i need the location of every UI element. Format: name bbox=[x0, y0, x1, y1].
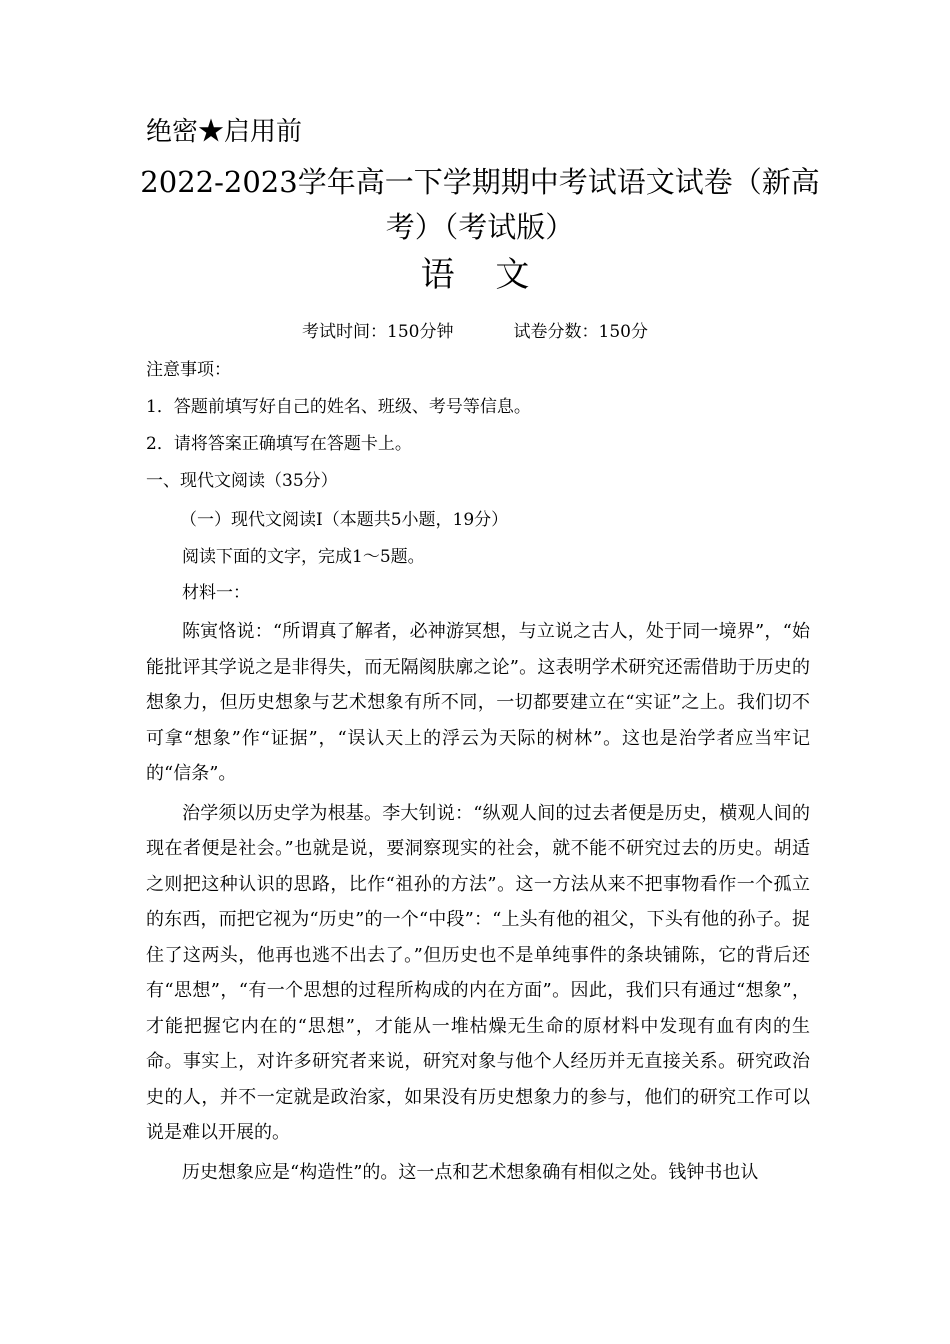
secret-label: 绝密★启用前 bbox=[146, 117, 303, 147]
section-heading: 一、现代文阅读（35分） bbox=[146, 471, 338, 491]
subject-heading: 语文 bbox=[420, 255, 571, 295]
exam-score: 试卷分数：150分 bbox=[513, 322, 648, 342]
reading-passage bbox=[146, 614, 810, 1194]
passage-paragraph: 治学须以历史学为根基。李大钊说：“纵观人间的过去者便是历史，横观人间的现在者便是社会。”也就是说，要洞察现实的社会，就不能不研究过去的历史。胡适之则把这种认识的思路，比作“祖孙的方法”。这一方法从来不把事物看作一个孤立的东西，而把它视为“历史”的一个“中段”：“上头有他的祖父，下头有他的孙子。捉住了这两头，他再也逃不出去了。”但历史也不是单纯事件的条块铺陈，它的背后还有“思想”，“有一个思想的过程所构成的内在方面”。因此，我们只有通过“想象”，才能把握它内在的“思想”，才能从一堆枯燥无生命的原材料中发现有血有肉的生命。事实上，对许多研究者来说，研究对象与他个人经历并无直接关系。研究政治史的人，并不一定就是政治家，如果没有历史想象力的参与，他们的研究工作可以说是难以开展的。 bbox=[146, 802, 810, 1143]
passage-paragraph: 陈寅恪说：“所谓真了解者，必神游冥想，与立说之古人，处于同一境界”，“始能批评其学说之是非得失，而无隔阂肤廓之论”。这表明学术研究还需借助于历史的想象力，但历史想象与艺术想象有所不同，一切都要建立在“实证”之上。我们切不可拿“想象”作“证据”，“误认天上的浮云为天际的树林”。这也是治学者应当牢记的“信条”。 bbox=[146, 621, 810, 784]
notes-heading: 注意事项： bbox=[146, 360, 231, 380]
note-item: 2．请将答案正确填写在答题卡上。 bbox=[146, 434, 412, 454]
material-label: 材料一： bbox=[182, 583, 250, 603]
note-item: 1．答题前填写好自己的姓名、班级、考号等信息。 bbox=[146, 397, 531, 417]
subsection-heading: （一）现代文阅读Ⅰ（本题共5小题，19分） bbox=[180, 510, 509, 530]
passage-paragraph: 历史想象应是“构造性”的。这一点和艺术想象确有相似之处。钱钟书也认 bbox=[182, 1161, 759, 1183]
exam-meta bbox=[0, 318, 950, 346]
exam-time: 考试时间：150分钟 bbox=[302, 322, 454, 342]
reading-instruction: 阅读下面的文字，完成1～5题。 bbox=[182, 547, 425, 567]
exam-title: 2022-2023学年高一下学期期中考试语文试卷（新高考）（考试版） bbox=[140, 165, 820, 244]
